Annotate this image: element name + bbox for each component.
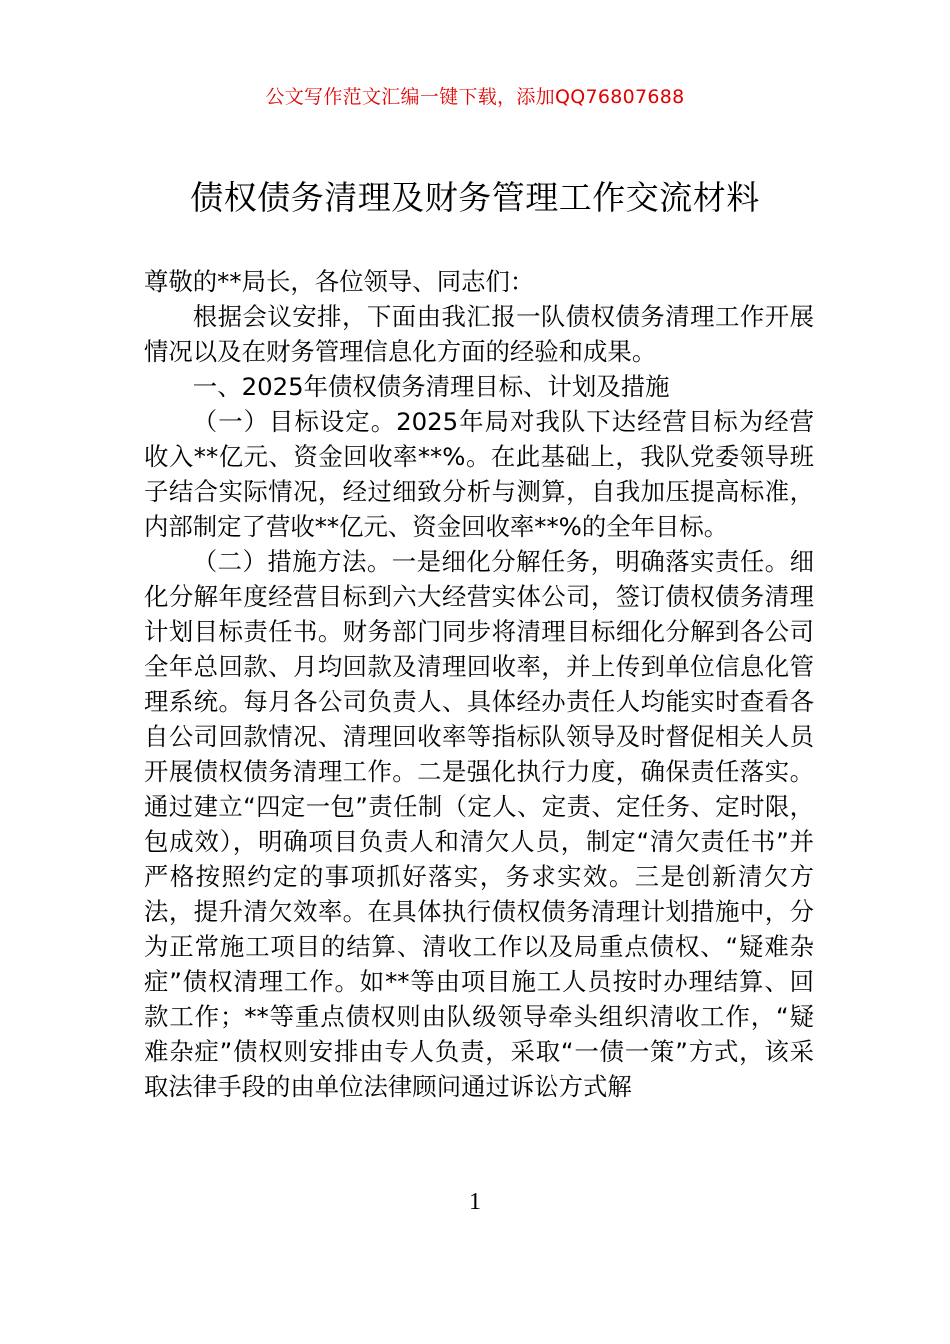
paragraph-intro: 根据会议安排，下面由我汇报一队债权债务清理工作开展情况以及在财务管理信息化方面的经验和成果。: [144, 302, 814, 366]
paragraph-measures: （二）措施方法。一是细化分解任务，明确落实责任。细化分解年度经营目标到六大经营实体公司，签订债权债务清理计划目标责任书。财务部门同步将清理目标细化分解到各公司全年总回款、月均回款及清理回收率，并上传到单位信息化管理系统。每月各公司负责人、具体经办责任人均能实时查看各自公司回款情况、清理回收率等指标队领导及时督促相关人员开展债权债务清理工作。二是强化执行力度，确保责任落实。通过建立“四定一包”责任制（定人、定责、定任务、定时限，包成效），明确项目负责人和清欠人员，制定“清欠责任书”并严格按照约定的事项抓好落实，务求实效。三是创新清欠方法，提升清欠效率。在具体执行债权债务清理计划措施中，分为正常施工项目的结算、清收工作以及局重点债权、“疑难杂症”债权清理工作。如**等由项目施工人员按时办理结算、回款工作；**等重点债权则由队级领导牵头组织清收工作，“疑难杂症”债权则安排由专人负责，采取“一债一策”方式，该采取法律手段的由单位法律顾问通过诉讼方式解: [144, 547, 814, 1101]
page-number: 1: [469, 1189, 481, 1215]
document-title: 债权债务清理及财务管理工作交流材料: [190, 178, 760, 217]
download-banner: 公文写作范文汇编一键下载，添加QQ76807688: [265, 86, 685, 108]
document-body: [144, 264, 814, 1104]
paragraph-goal-setting: （一）目标设定。2025年局对我队下达经营目标为经营收入**亿元、资金回收率**%。在此基础上，我队党委领导班子结合实际情况，经过细致分析与测算，自我加压提高标准，内部制定了营收**亿元、资金回收率**%的全年目标。: [144, 407, 814, 541]
salutation: 尊敬的**局长，各位领导、同志们：: [144, 267, 535, 296]
section-heading-1: 一、2025年债权债务清理目标、计划及措施: [192, 372, 670, 401]
